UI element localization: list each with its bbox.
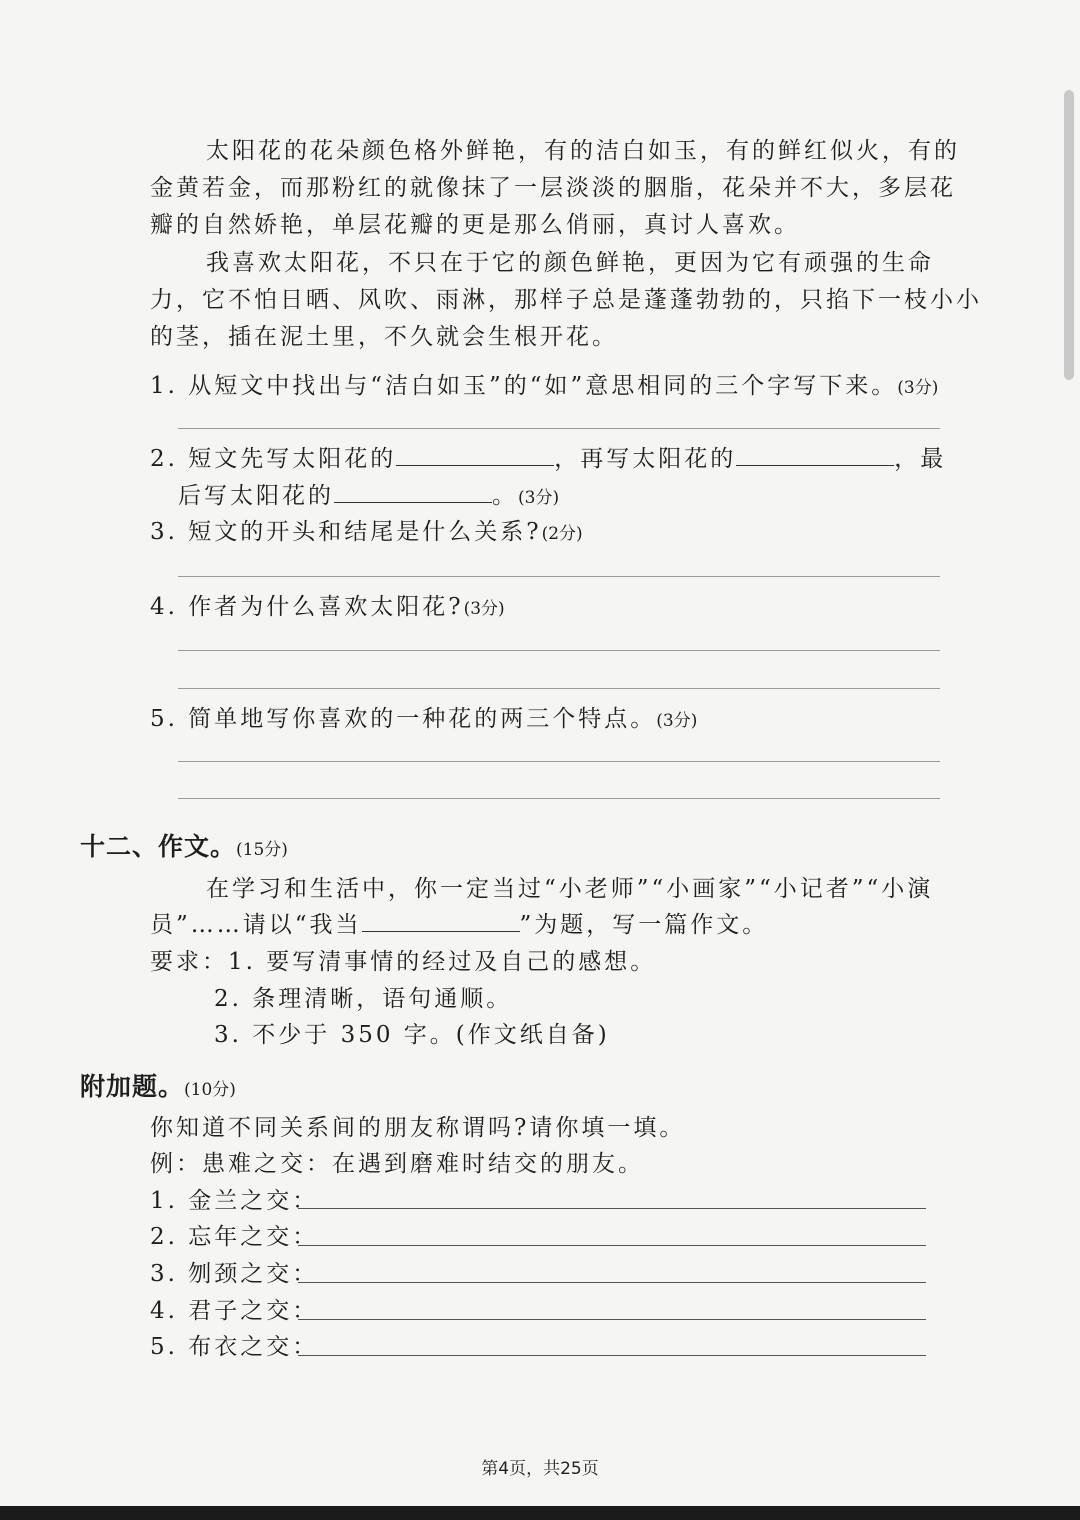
- answer-line[interactable]: [178, 428, 940, 429]
- section-score: (15分): [236, 840, 288, 860]
- passage-line: 太阳花的花朵颜色格外鲜艳，有的洁白如玉，有的鲜红似火，有的: [206, 138, 960, 164]
- extra-example: 例：患难之交：在遇到磨难时结交的朋友。: [150, 1151, 644, 1177]
- extra-item-label: 3. 刎颈之交：: [150, 1261, 319, 1287]
- scrollbar-thumb[interactable]: [1064, 90, 1074, 380]
- question-score: (3分): [656, 711, 698, 731]
- question-text: ，再写太阳花的: [554, 446, 737, 472]
- answer-line[interactable]: [178, 798, 940, 799]
- extra-intro: 你知道不同关系间的朋友称谓吗?请你填一填。: [150, 1115, 686, 1141]
- question-text: 5. 简单地写你喜欢的一种花的两三个特点。: [150, 706, 657, 732]
- question-text: 1. 从短文中找出与“洁白如玉”的“如”意思相同的三个字写下来。: [150, 373, 898, 399]
- question-text: ，最: [894, 446, 947, 472]
- question-2-cont: [178, 477, 559, 510]
- extra-item-label: 2. 忘年之交：: [150, 1224, 319, 1250]
- question-score: (2分): [541, 524, 583, 544]
- answer-line[interactable]: [298, 1355, 926, 1356]
- question-text: 后写太阳花的: [178, 483, 334, 509]
- requirement: 3. 不少于 350 字。(作文纸自备): [214, 1022, 610, 1048]
- composition-text: 员”……请以“我当: [150, 912, 362, 938]
- question-text: 4. 作者为什么喜欢太阳花?: [150, 594, 464, 620]
- requirement: 2. 条理清晰，语句通顺。: [214, 986, 513, 1012]
- title-blank[interactable]: [362, 911, 520, 932]
- question-1: [150, 367, 938, 400]
- fill-blank[interactable]: [334, 482, 492, 503]
- question-score: (3分): [518, 488, 560, 508]
- question-3: [150, 513, 583, 546]
- passage-line: 金黄若金，而那粉红的就像抹了一层淡淡的胭脂，花朵并不大，多层花: [150, 175, 956, 201]
- question-text: 。: [492, 483, 518, 509]
- passage-line: 力，它不怕日晒、风吹、雨淋，那样子总是蓬蓬勃勃的，只掐下一枝小小: [150, 287, 982, 313]
- passage-line: 我喜欢太阳花，不只在于它的颜色鲜艳，更因为它有顽强的生命: [206, 250, 934, 276]
- answer-line[interactable]: [178, 650, 940, 651]
- section-score: (10分): [184, 1080, 236, 1100]
- section-heading: [80, 1067, 236, 1103]
- section-title: 十二、作文。: [80, 832, 237, 861]
- requirement: 要求：1. 要写清事情的经过及自己的感想。: [150, 949, 657, 975]
- page-indicator: 第4页，共25页: [481, 1459, 599, 1479]
- answer-line[interactable]: [178, 576, 940, 577]
- question-4: [150, 588, 505, 621]
- answer-line[interactable]: [298, 1319, 926, 1320]
- question-text: 2. 短文先写太阳花的: [150, 446, 397, 472]
- answer-line[interactable]: [298, 1245, 926, 1246]
- passage-line: 瓣的自然娇艳，单层花瓣的更是那么俏丽，真讨人喜欢。: [150, 212, 800, 238]
- question-score: (3分): [897, 378, 939, 398]
- answer-line[interactable]: [298, 1208, 926, 1209]
- bottom-bar: [0, 1506, 1080, 1520]
- extra-item-label: 1. 金兰之交：: [150, 1188, 319, 1214]
- composition-prompt: [150, 906, 768, 939]
- fill-blank[interactable]: [396, 445, 554, 466]
- section-title: 附加题。: [80, 1072, 185, 1101]
- composition-text: ”为题，写一篇作文。: [519, 912, 769, 938]
- question-text: 3. 短文的开头和结尾是什么关系?: [150, 519, 542, 545]
- fill-blank[interactable]: [736, 445, 894, 466]
- question-2: [150, 440, 946, 473]
- answer-line[interactable]: [298, 1282, 926, 1283]
- answer-line[interactable]: [178, 688, 940, 689]
- extra-item-label: 5. 布衣之交：: [150, 1334, 319, 1360]
- answer-line[interactable]: [178, 761, 940, 762]
- composition-prompt: 在学习和生活中，你一定当过“小老师”“小画家”“小记者”“小演: [206, 876, 934, 902]
- question-5: [150, 700, 697, 733]
- section-heading: [80, 827, 288, 863]
- extra-item-label: 4. 君子之交：: [150, 1298, 319, 1324]
- passage-line: 的茎，插在泥土里，不久就会生根开花。: [150, 324, 618, 350]
- question-score: (3分): [463, 599, 505, 619]
